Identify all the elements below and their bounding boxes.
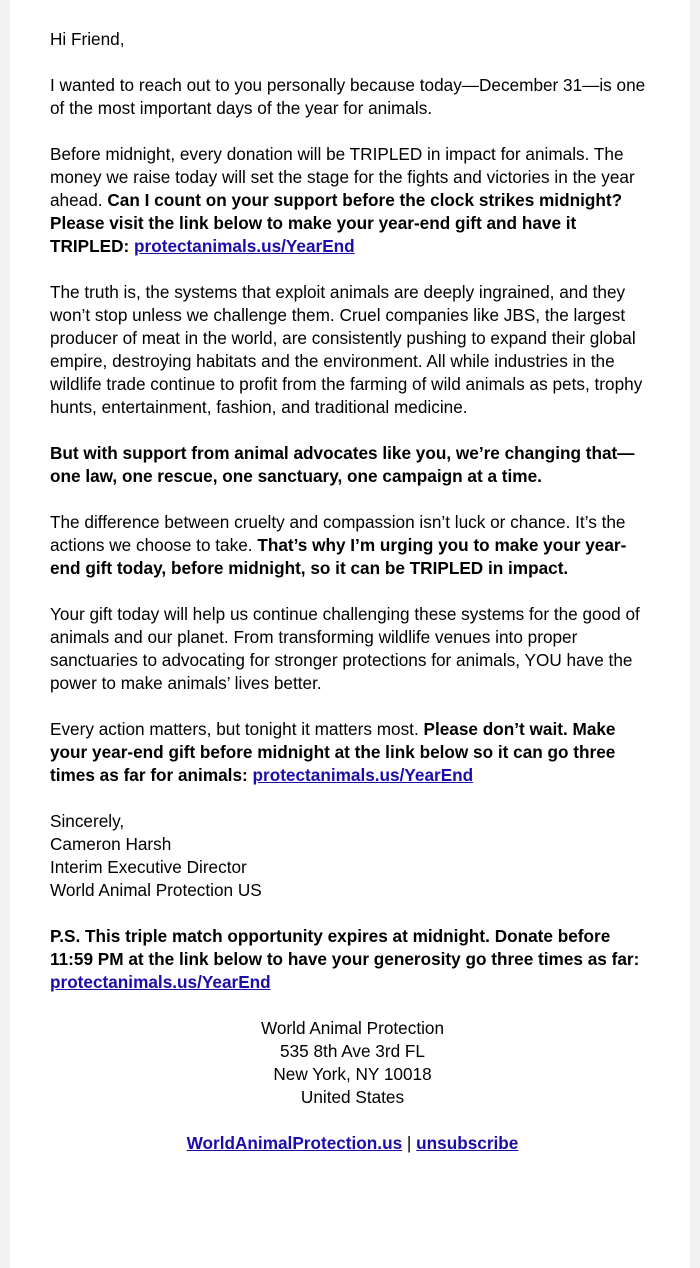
paragraph-compassion xyxy=(50,511,655,580)
paragraph-tripled xyxy=(50,143,655,258)
postscript-bold: P.S. This triple match opportunity expires at midnight. Donate before 11:59 PM at the link below to have your generosity go three times as far: xyxy=(50,926,640,969)
signature xyxy=(50,810,655,902)
email-body xyxy=(10,0,690,1268)
footer-separator: | xyxy=(402,1133,417,1153)
email-footer xyxy=(50,1017,655,1155)
paragraph-action-bold: Please don’t wait. Make your year-end gift before midnight at the link below so it can go three times as far for animals: xyxy=(50,719,616,785)
unsubscribe-link[interactable]: unsubscribe xyxy=(416,1133,519,1153)
greeting: Hi Friend, xyxy=(50,29,125,49)
signer-org: World Animal Protection US xyxy=(50,880,262,900)
footer-org: World Animal Protection xyxy=(260,1018,445,1038)
paragraph-compassion-bold: That’s why I’m urging you to make your year-end gift today, before midnight, so it can be TRIPLED in impact. xyxy=(50,535,627,578)
paragraph-advocates-bold: But with support from animal advocates like you, we’re changing that—one law, one rescue, one sanctuary, one campaign at a time. xyxy=(50,443,635,486)
footer-city: New York, NY 10018 xyxy=(273,1064,432,1084)
paragraph-compassion-text: The difference between cruelty and compassion isn’t luck or chance. It’s the actions we choose to take. xyxy=(50,512,626,555)
donate-link-3[interactable]: protectanimals.us/YearEnd xyxy=(50,972,271,992)
footer-street: 535 8th Ave 3rd FL xyxy=(280,1041,425,1061)
signer-title: Interim Executive Director xyxy=(50,857,247,877)
website-link[interactable]: WorldAnimalProtection.us xyxy=(186,1133,403,1153)
paragraph-advocates xyxy=(50,442,655,488)
paragraph-tripled-bold: Can I count on your support before the clock strikes midnight? Please visit the link below to make your year-end gift and have it TRIPLED: xyxy=(50,190,623,256)
footer-country: United States xyxy=(300,1087,405,1107)
donate-link-1[interactable]: protectanimals.us/YearEnd xyxy=(134,236,355,256)
paragraph-intro: I wanted to reach out to you personally because today—December 31—is one of the most important days of the year for animals. xyxy=(50,75,646,118)
paragraph-action-text: Every action matters, but tonight it matters most. xyxy=(50,719,424,739)
paragraph-action xyxy=(50,718,655,787)
donate-link-2[interactable]: protectanimals.us/YearEnd xyxy=(252,765,474,785)
paragraph-systems: The truth is, the systems that exploit animals are deeply ingrained, and they won’t stop unless we challenge them. Cruel companies like JBS, the largest producer of meat in the world, are consistently pushing to expand their global empire, destroying habitats and the environment. All while industries in the wildlife trade continue to profit from the farming of wild animals as pets, trophy hunts, entertainment, fashion, and traditional medicine. xyxy=(50,282,643,417)
footer-address xyxy=(50,1017,655,1109)
sign-off: Sincerely, xyxy=(50,811,125,831)
footer-links xyxy=(50,1132,655,1155)
paragraph-gift: Your gift today will help us continue challenging these systems for the good of animals and our planet. From transforming wildlife venues into proper sanctuaries to advocating for stronger protections for animals, YOU have the power to make animals’ lives better. xyxy=(50,604,640,693)
postscript xyxy=(50,925,655,994)
signer-name: Cameron Harsh xyxy=(50,834,172,854)
email-content xyxy=(50,28,655,1155)
paragraph-tripled-text: Before midnight, every donation will be TRIPLED in impact for animals. The money we raise today will set the stage for the fights and victories in the year ahead. xyxy=(50,144,635,210)
